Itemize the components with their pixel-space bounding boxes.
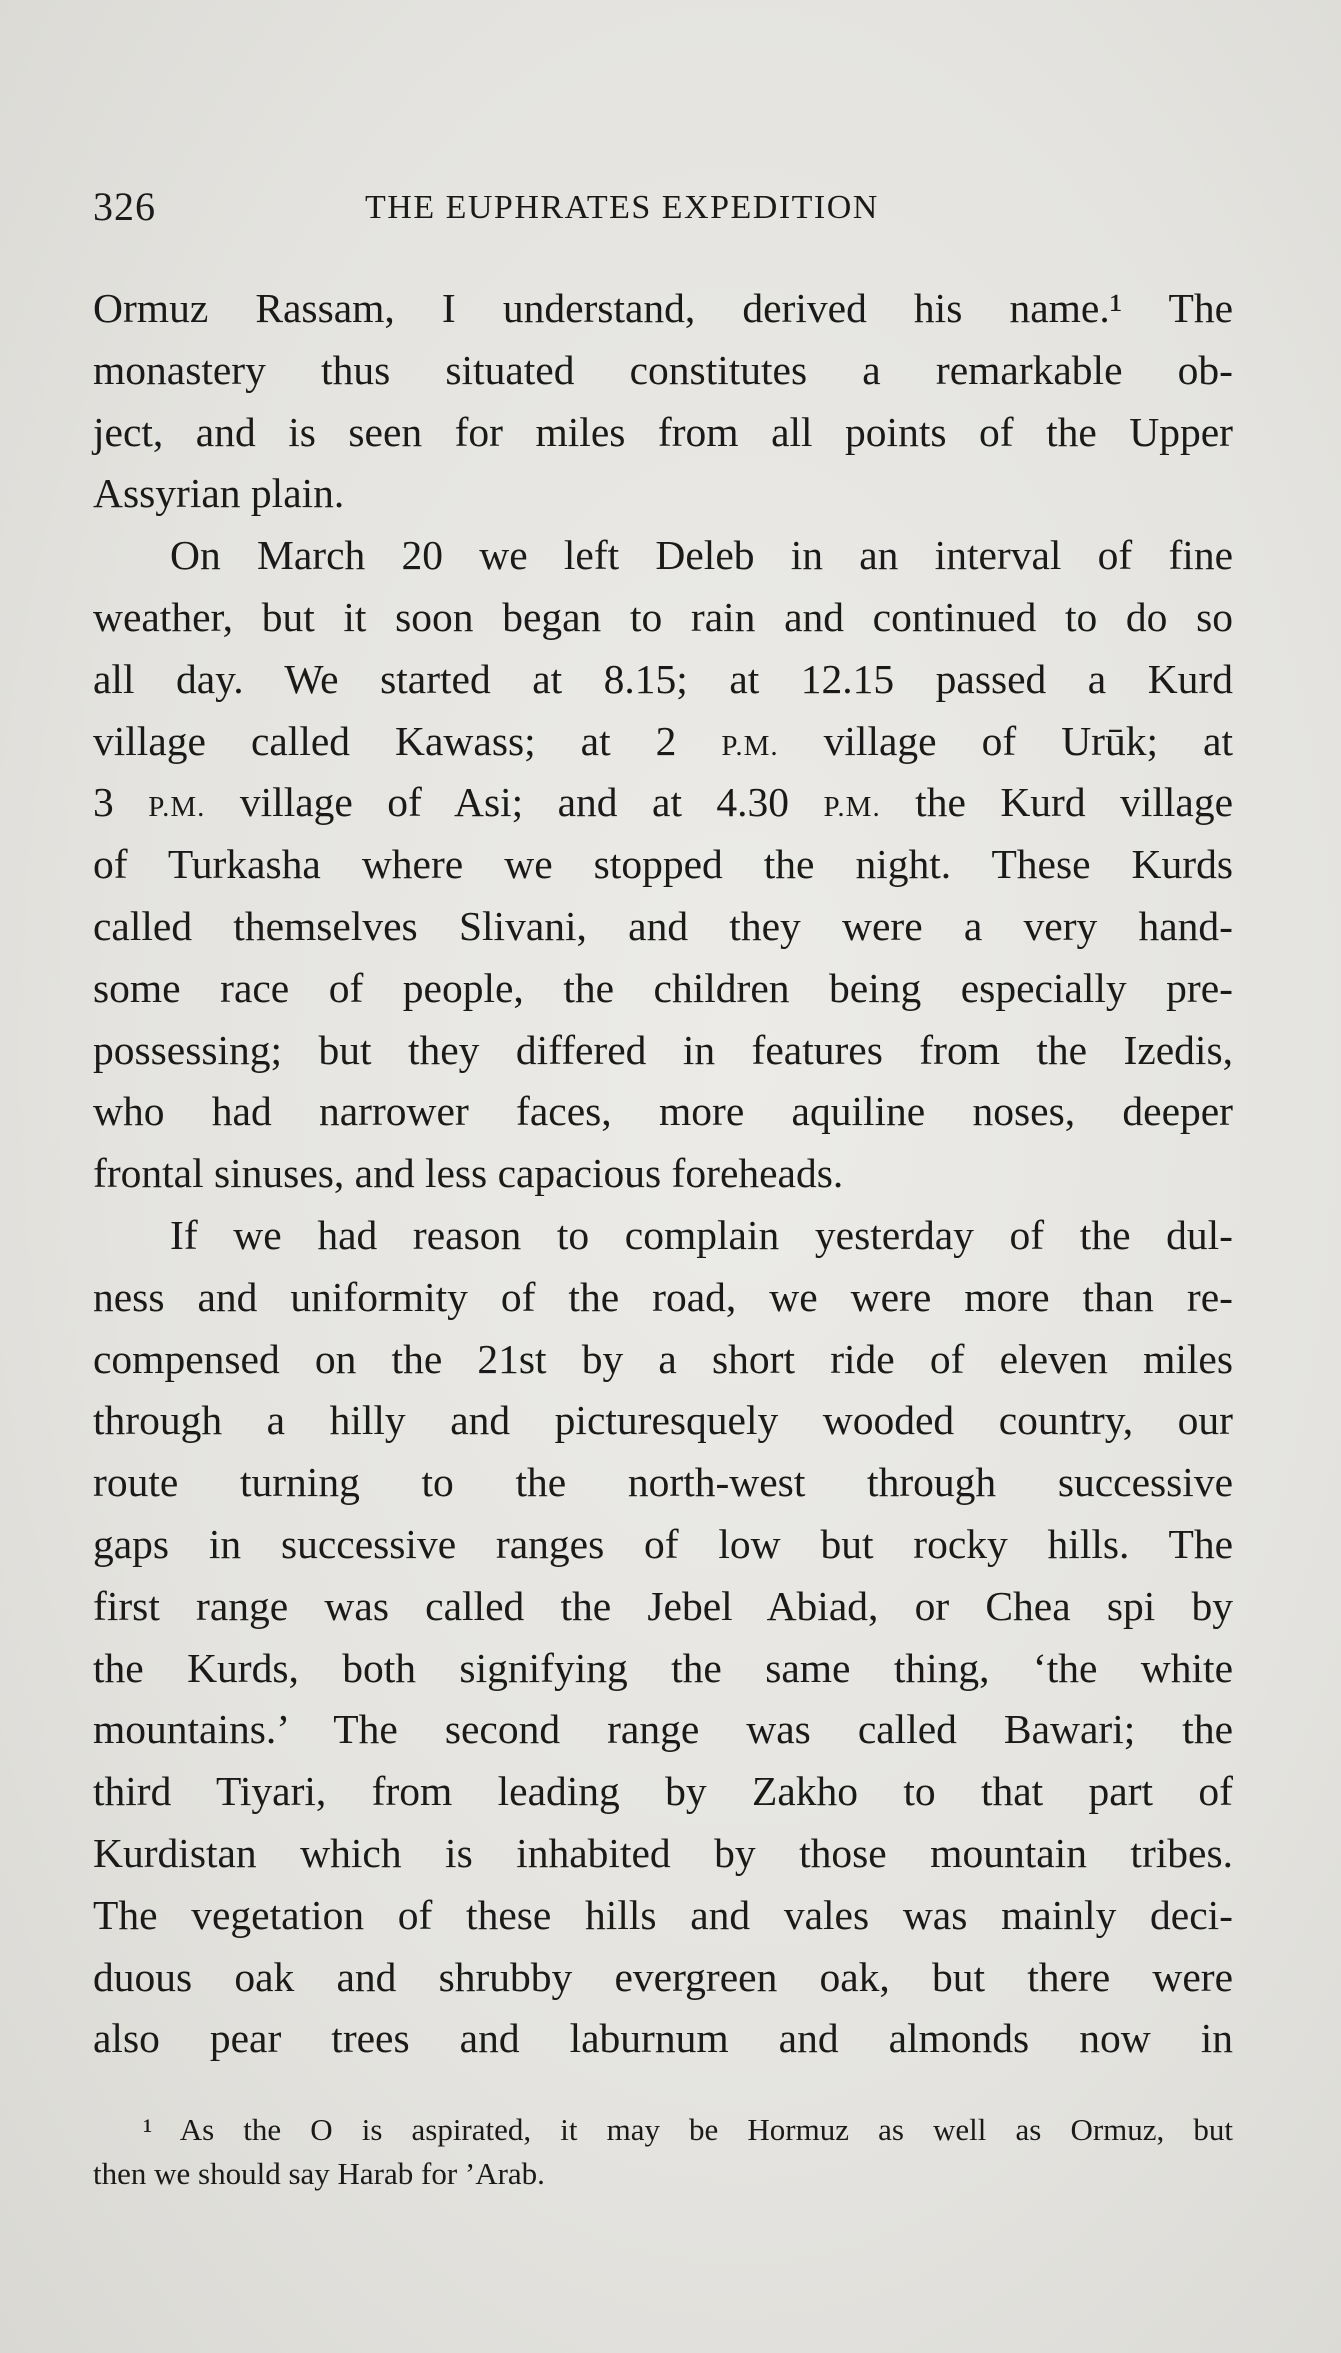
text-line: ness and uniformity of the road, we were more than re- [93, 1273, 1233, 1320]
text-line: also pear trees and laburnum and almonds now in [93, 2015, 1233, 2062]
text-line: third Tiyari, from leading by Zakho to that part of [93, 1768, 1233, 1815]
text-segment: village of Urūk; at [778, 717, 1233, 764]
text-line: The vegetation of these hills and vales was mainly deci- [93, 1891, 1233, 1938]
text-line: Kurdistan which is inhabited by those mountain tribes. [93, 1829, 1233, 1876]
text-line: route turning to the north-west through successive [93, 1459, 1233, 1506]
text-line: the Kurds, both signifying the same thing, ‘the white [93, 1644, 1233, 1691]
text-line: mountains.’ The second range was called Bawari; the [93, 1706, 1233, 1753]
text-line: some race of people, the children being especially pre- [93, 964, 1233, 1011]
text-line: who had narrower faces, more aquiline noses, deeper [93, 1088, 1233, 1135]
text-line [93, 711, 1233, 773]
text-line [93, 772, 1233, 834]
text-line: duous oak and shrubby evergreen oak, but there were [93, 1953, 1233, 2000]
text-line: of Turkasha where we stopped the night. These Kurds [93, 841, 1233, 888]
text-line: frontal sinuses, and less capacious foreheads. [93, 1150, 844, 1197]
small-caps-time: P.M. [721, 729, 779, 762]
text-line: gaps in successive ranges of low but rocky hills. The [93, 1520, 1233, 1567]
text-line: Assyrian plain. [93, 470, 345, 517]
text-line: If we had reason to complain yesterday of the dul- [170, 1211, 1233, 1258]
small-caps-time: P.M. [148, 791, 206, 824]
page-header [93, 183, 1233, 243]
text-segment: village of Asi; and at 4.30 [205, 779, 824, 826]
running-head: THE EUPHRATES EXPEDITION [365, 189, 879, 226]
body-text [93, 278, 1233, 2070]
text-line: possessing; but they differed in features from the Izedis, [93, 1026, 1233, 1073]
text-line: ject, and is seen for miles from all points of the Upper [93, 408, 1233, 455]
text-segment: the Kurd village [880, 779, 1234, 826]
text-line: all day. We started at 8.15; at 12.15 passed a Kurd [93, 655, 1233, 702]
page-number: 326 [93, 184, 156, 229]
text-line: Ormuz Rassam, I understand, derived his name.¹ The [93, 285, 1233, 331]
text-line: called themselves Slivani, and they were a very hand- [93, 902, 1233, 949]
small-caps-time: P.M. [823, 791, 881, 824]
footnote-line: ¹ As the O is aspirated, it may be Hormuz as well as Ormuz, but [143, 2112, 1233, 2147]
text-line: first range was called the Jebel Abiad, or Chea spi by [93, 1582, 1233, 1629]
text-segment: village called Kawass; at 2 [93, 717, 722, 764]
text-segment: 3 [93, 779, 149, 826]
text-line: weather, but it soon began to rain and continued to do so [93, 593, 1233, 640]
footnotes [93, 2108, 1233, 2196]
text-line: monastery thus situated constitutes a remarkable ob- [93, 346, 1233, 393]
text-line: through a hilly and picturesquely wooded country, our [93, 1397, 1233, 1444]
footnote-line: then we should say Harab for ’Arab. [93, 2156, 545, 2191]
text-line: On March 20 we left Deleb in an interval of fine [170, 532, 1233, 579]
text-line: compensed on the 21st by a short ride of eleven miles [93, 1335, 1233, 1382]
